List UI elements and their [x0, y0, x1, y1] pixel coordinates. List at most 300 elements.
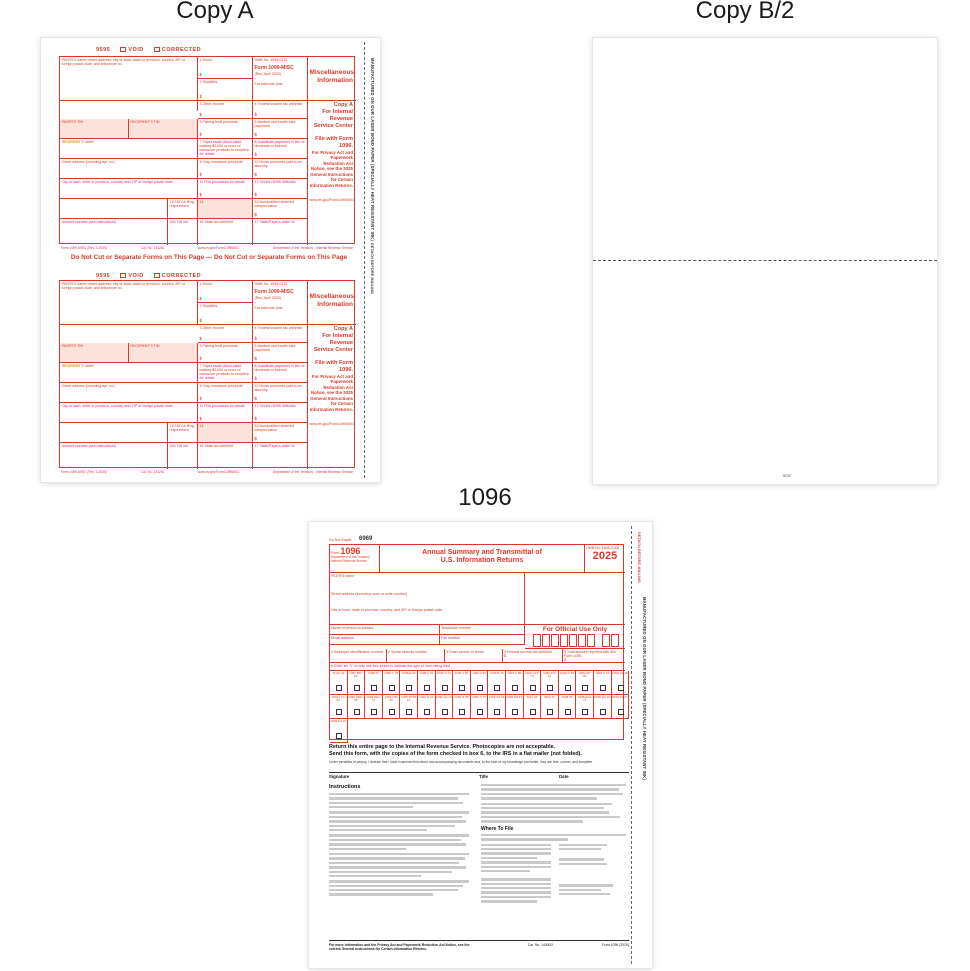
form-type-label: 1098-Q 74 [436, 671, 451, 675]
form-type-checkbox[interactable] [600, 709, 606, 715]
state-tax-box[interactable] [198, 219, 253, 245]
other-income-box[interactable] [198, 325, 253, 343]
street-box[interactable] [60, 383, 198, 403]
form-type-option[interactable] [612, 671, 630, 695]
footer-dept: Department of the Treasury - Internal Revenue Service [272, 470, 353, 474]
form-type-option[interactable] [488, 671, 506, 695]
total-amount-box[interactable] [563, 649, 625, 663]
form-type-checkbox[interactable] [371, 709, 377, 715]
copy-a-side [308, 101, 356, 245]
street-label: Street address (including room or suite number) [331, 592, 408, 597]
form-type-checkbox[interactable] [618, 685, 624, 691]
return-instructions [329, 744, 629, 758]
year-box [585, 545, 625, 573]
state-no-label: 17 State/Payer's state no. [254, 220, 296, 224]
send-text: Send this form, with the copies of the form checked in box 6, to the IRS in a flat mailer (not folded). [329, 751, 582, 758]
dollar-sign: $ [199, 172, 203, 178]
medical-label: 6 Medical and health care payments [254, 120, 296, 129]
form-type-option[interactable] [471, 695, 489, 719]
dollar-sign: $ [254, 152, 258, 158]
tin-not-box[interactable] [168, 219, 198, 245]
type-row-2 [330, 695, 629, 719]
website-label: www.irs.gov/Form1099MISC [309, 422, 356, 427]
form-type-checkbox[interactable] [530, 685, 536, 691]
account-label: Account number (see instructions) [61, 220, 117, 224]
form-type-checkbox[interactable] [600, 685, 606, 691]
state-no-box[interactable] [253, 443, 308, 469]
crop-box[interactable] [198, 159, 253, 179]
type-row-3 [330, 719, 348, 743]
form-type-option[interactable] [612, 695, 630, 719]
form-type-checkbox[interactable] [547, 709, 553, 715]
omb-label: OMB No. 1545-0115 [254, 58, 288, 62]
signature-row[interactable] [329, 772, 629, 779]
blank-box [60, 199, 168, 219]
street-box[interactable] [60, 159, 198, 179]
city-box[interactable] [60, 179, 198, 199]
rev-label: (Rev. April 2025) [254, 71, 281, 76]
fed-tax-label: 4 Federal income tax withheld [504, 650, 552, 654]
form-type-option[interactable] [559, 695, 577, 719]
form-type-option[interactable] [365, 695, 383, 719]
sheet-code: SD07 [783, 474, 792, 478]
form-type-checkbox[interactable] [336, 685, 342, 691]
box14[interactable] [198, 199, 253, 219]
dollar-sign: $ [199, 356, 203, 362]
form-type-checkbox[interactable] [336, 709, 342, 715]
state-tax-label: 16 State tax withheld [199, 444, 233, 448]
date-label: Date [559, 774, 569, 779]
form-header-line [96, 47, 201, 53]
side-text: MANUFACTURED ON OUR LASER BOND PAPER (SPECIALLY HEAT RESISTANT INK) [370, 58, 375, 242]
omb-box [253, 57, 308, 101]
perjury-statement: Under penalties of perjury, I declare that I have examined this return and accompanying documents and, to the best of my knowledge and belief, they are true, correct, and complete. [329, 760, 594, 764]
form-1096-footer [329, 940, 629, 951]
crop-box[interactable] [198, 383, 253, 403]
title-label: Title [479, 774, 488, 779]
form-number: 1096 [340, 546, 361, 556]
form-type-option[interactable] [506, 695, 524, 719]
form-type-option[interactable] [453, 695, 471, 719]
tin-not-label: 2nd TIN not. [169, 444, 190, 448]
instructions-heading: Instructions [329, 784, 361, 790]
cal-year-label: For calendar year [254, 81, 283, 86]
form-type-option[interactable] [436, 671, 454, 695]
website-label: www.irs.gov/Form1099MISC [309, 198, 356, 203]
corrected-label: CORRECTED [161, 273, 202, 279]
form-type-option[interactable] [488, 695, 506, 719]
omb-label: OMB No. 1545-0115 [254, 282, 288, 286]
form-type-label: 5498 28 [561, 695, 573, 699]
corrected-checkbox[interactable] [154, 47, 160, 52]
dollar-sign: $ [199, 94, 203, 100]
fax-box[interactable] [440, 635, 525, 645]
form-type-checkbox[interactable] [494, 685, 500, 691]
form-type-label: 1099-LS 16 [612, 671, 628, 675]
form-type-option[interactable] [594, 671, 612, 695]
dollar-sign: $ [199, 318, 203, 324]
recipient-tin-box[interactable] [129, 343, 198, 363]
ssn-label: 2 Social security number [388, 650, 428, 654]
footer-cat: Cat. No. 14400O [527, 943, 554, 947]
rents-box[interactable] [198, 281, 253, 303]
form-type-label: W-2G 32 [332, 671, 345, 675]
dept-label: Department of the Treasury Internal Revenue Service [331, 555, 370, 564]
city-label: City or town, state or province, country, and ZIP or foreign postal code [61, 180, 173, 184]
form-1096-heading: 1096 [458, 484, 512, 511]
recipient-tin-box[interactable] [129, 119, 198, 139]
form-type-label: 1098-E 84 [401, 671, 416, 675]
filer-name-label: FILER'S name [331, 574, 355, 578]
fish-purchased-box[interactable] [198, 403, 253, 423]
address-block-2 [481, 878, 626, 904]
rev-label: (Rev. April 2025) [254, 295, 281, 300]
form-type-checkbox[interactable] [512, 709, 518, 715]
fed-tax-box[interactable] [253, 325, 308, 343]
form-type-option[interactable] [541, 695, 559, 719]
form-type-option[interactable] [418, 671, 436, 695]
perforation-line [631, 526, 632, 964]
privacy-label: For Privacy Act and Paperwork Reduction Act Notice, see the 2025 General Instructions for Certain Information Returns. [309, 373, 353, 412]
dollar-sign: $ [254, 172, 258, 178]
fatca-box[interactable] [168, 423, 198, 443]
total-forms-box[interactable] [445, 649, 503, 663]
form-type-checkbox[interactable] [565, 685, 571, 691]
footer-form: Form 1096 (2025) [601, 943, 629, 947]
form-type-checkbox[interactable] [354, 685, 360, 691]
total-forms-label: 3 Total number of forms [446, 650, 484, 654]
footer-form: Form 1099-MISC (Rev. 4-2025) [61, 246, 108, 250]
form-header-line [96, 273, 201, 279]
form-type-checkbox[interactable] [389, 709, 395, 715]
fishing-label: 5 Fishing boat proceeds [199, 120, 238, 124]
form-type-option[interactable] [383, 671, 401, 695]
fed-tax-box[interactable] [503, 649, 563, 663]
instructions-column [329, 784, 469, 898]
copy-a-label: Copy A [333, 326, 353, 332]
form-type-checkbox[interactable] [424, 685, 430, 691]
form-type-option[interactable] [594, 695, 612, 719]
form-code: 9595 [96, 47, 111, 53]
gross-attorney-label: 10 Gross proceeds paid to an attorney [254, 160, 302, 169]
form-type-label: 1098 81 [368, 671, 379, 675]
substitute-box[interactable] [253, 363, 308, 383]
medical-box[interactable] [253, 119, 308, 139]
form-type-label: 1099-B 79 [489, 671, 504, 675]
form-type-checkbox[interactable] [459, 709, 465, 715]
dollar-sign: $ [254, 192, 258, 198]
blank-box [60, 423, 168, 443]
form-type-label: 1099-CAP 73 [524, 671, 539, 679]
royalties-box[interactable] [198, 79, 253, 101]
payer-box[interactable] [60, 281, 198, 325]
recipient-name-box[interactable] [60, 363, 198, 383]
side-text: MANUFACTURED ON OUR LASER BOND PAPER (SPECIALLY HEAT RESISTANT INK) [642, 597, 647, 781]
direct-sales-box[interactable] [198, 363, 253, 383]
form-type-option[interactable] [330, 695, 348, 719]
form-type-checkbox[interactable] [477, 709, 483, 715]
section-409a-box[interactable] [253, 179, 308, 199]
payer-tin-box[interactable] [60, 119, 129, 139]
form-type-checkbox[interactable] [371, 685, 377, 691]
ein-label: 1 Employer identification number [331, 650, 384, 654]
footer-info: For more information and the Privacy Act and Paperwork Reduction Act Notice, see the current General Instructions for Certain Information Returns. [329, 943, 470, 951]
rents-box[interactable] [198, 57, 253, 79]
for-irs-label: For Internal Revenue Service Center [313, 332, 353, 353]
form-footer [59, 470, 355, 474]
form-type-label: 1099-C 85 [507, 671, 522, 675]
contact-box[interactable] [330, 625, 440, 635]
other-income-box[interactable] [198, 101, 253, 119]
form-type-label: 1099-LTC 93 [331, 695, 345, 703]
title-line2: U.S. Information Returns [440, 557, 524, 565]
fed-tax-label: 4 Federal income tax withheld [254, 102, 303, 106]
official-char-box [569, 634, 577, 647]
nonqualified-box[interactable] [253, 199, 308, 219]
type-row-1 [330, 671, 629, 695]
void-label: VOID [128, 273, 144, 279]
form-type-option[interactable] [541, 671, 559, 695]
form-type-label: 1099-Q 31 [419, 695, 434, 699]
form-type-option[interactable] [348, 671, 366, 695]
gross-attorney-box[interactable] [253, 383, 308, 403]
royalties-label: 2 Royalties [199, 304, 218, 308]
fishing-box[interactable] [198, 343, 253, 363]
telephone-box[interactable] [440, 625, 525, 635]
return-text: Return this entire page to the Internal Revenue Service. Photocopies are not acceptable. [329, 744, 556, 750]
form-type-checkbox[interactable] [512, 685, 518, 691]
form-title: Miscellaneous Information [308, 57, 356, 101]
dollar-sign: $ [199, 396, 203, 402]
direct-sales-box[interactable] [198, 139, 253, 159]
filer-blank [525, 573, 625, 625]
form-type-label: 3922 26 [543, 695, 555, 699]
total-amount-label: 5 Total amount reported with this Form 1096 [564, 650, 616, 659]
form-type-checkbox[interactable] [442, 709, 448, 715]
form-type-checkbox[interactable] [459, 685, 465, 691]
telephone-label: Telephone number [441, 626, 471, 630]
email-box[interactable] [330, 635, 440, 645]
form-type-label: 3921 25 [526, 695, 538, 699]
form-type-option[interactable] [436, 695, 454, 719]
spacer [60, 101, 198, 111]
tin-not-label: 2nd TIN not. [169, 220, 190, 224]
box14-label: 14 [199, 424, 204, 428]
fatca-box[interactable] [168, 199, 198, 219]
form-type-option[interactable] [330, 719, 348, 743]
rents-label: 1 Rents [199, 58, 212, 62]
omb-box [253, 281, 308, 325]
form-type-checkbox[interactable] [442, 685, 448, 691]
fish-purchased-label: 11 Fish purchased for resale [199, 404, 245, 408]
copy-a-heading: Copy A [176, 0, 254, 24]
section-409a-label: 12 Section 409A deferrals [254, 404, 296, 408]
official-char-box [587, 634, 595, 647]
fish-purchased-box[interactable] [198, 179, 253, 199]
form-type-option[interactable] [330, 671, 348, 695]
state-no-box[interactable] [253, 219, 308, 245]
ein-box[interactable] [330, 649, 387, 663]
form-type-label: 1099-SB 43 [506, 695, 523, 699]
crop-label: 9 Crop insurance proceeds [199, 160, 243, 164]
form-type-label: 1098-C 78 [384, 671, 399, 675]
fax-label: Fax number [441, 636, 461, 640]
dollar-sign: $ [254, 436, 258, 442]
nonqualified-label: 15 Nonqualified deferred compensation [254, 424, 294, 433]
form-type-checkbox[interactable] [424, 709, 430, 715]
other-income-label: 3 Other income [199, 326, 225, 330]
corrected-label: CORRECTED [161, 47, 202, 53]
form-type-option[interactable] [365, 671, 383, 695]
section-409a-box[interactable] [253, 403, 308, 423]
fishing-label: 5 Fishing boat proceeds [199, 344, 238, 348]
form-grid [59, 280, 355, 468]
form-type-label: 1097-BTC 50 [349, 671, 363, 679]
form-type-label: 1099-OID 96 [384, 695, 398, 703]
privacy-label: For Privacy Act and Paperwork Reduction Act Notice, see the 2025 General Instructions for Certain Information Returns. [309, 149, 353, 188]
official-char-box [578, 634, 586, 647]
box14-label: 14 [199, 200, 204, 204]
copy-a-sheet [41, 38, 380, 482]
dollar-sign: $ [199, 416, 203, 422]
form-type-label: 1099-DA 21 [330, 719, 347, 723]
ssn-box[interactable] [387, 649, 445, 663]
form-type-option[interactable] [471, 671, 489, 695]
form-type-option[interactable] [383, 695, 401, 719]
form-type-option[interactable] [576, 671, 594, 695]
dollar-sign: $ [199, 192, 203, 198]
gross-attorney-box[interactable] [253, 159, 308, 179]
form-type-option[interactable] [506, 671, 524, 695]
nonqualified-box[interactable] [253, 423, 308, 443]
dollar-sign: $ [564, 658, 566, 663]
payer-tin-label: PAYER'S TIN [61, 344, 83, 348]
form-name: Form 1099-MISC [254, 65, 294, 72]
direct-sales-label: 7 Payer made direct sales totaling $5,000 or more of consumer products to recipient for resale [199, 140, 249, 157]
form-type-option[interactable] [400, 695, 418, 719]
form-type-checkbox[interactable] [565, 709, 571, 715]
street-label: Street address (including apt. no.) [61, 160, 116, 164]
box6-instruction [330, 663, 625, 671]
copy-a-label: Copy A [333, 102, 353, 108]
form-type-checkbox[interactable] [406, 709, 412, 715]
official-use-boxes [533, 634, 619, 647]
form-type-option[interactable] [524, 695, 542, 719]
footer-website: www.irs.gov/Form1099MISC [197, 470, 240, 474]
form-type-option[interactable] [348, 695, 366, 719]
official-char-box [551, 634, 559, 647]
form-type-option[interactable] [559, 671, 577, 695]
city-box[interactable] [60, 403, 198, 423]
contact-label: Name of person to contact [331, 626, 374, 630]
payer-box[interactable] [60, 57, 198, 101]
address-block-1 [481, 844, 626, 875]
copy-b2-sheet [593, 38, 937, 484]
direct-sales-label: 7 Payer made direct sales totaling $5,000 or more of consumer products to recipient for resale [199, 364, 249, 381]
form-type-checkbox[interactable] [547, 685, 553, 691]
payer-label: PAYER'S name, street address, city or town, state or province, country, ZIP or foreign postal code, and telephone no. [61, 58, 185, 67]
dollar-sign: $ [254, 396, 258, 402]
form-type-checkbox[interactable] [582, 685, 588, 691]
for-irs-label: For Internal Revenue Service Center [313, 108, 353, 129]
royalties-label: 2 Royalties [199, 80, 218, 84]
corrected-checkbox[interactable] [154, 273, 160, 278]
payer-label: PAYER'S name, street address, city or town, state or province, country, ZIP or foreign postal code, and telephone no. [61, 282, 185, 291]
recipient-name-label: RECIPIENT'S name [61, 140, 94, 144]
account-box[interactable] [60, 219, 168, 245]
form-type-checkbox[interactable] [406, 685, 412, 691]
official-char-box [611, 634, 619, 647]
box14[interactable] [198, 423, 253, 443]
form-type-checkbox[interactable] [618, 709, 624, 715]
form-type-label: 1099-K 10 [595, 671, 610, 675]
filer-box[interactable] [330, 573, 525, 625]
form-code: 6969 [359, 536, 373, 542]
fatca-label: 13 FATCA filing requirement [169, 424, 195, 433]
fed-tax-box[interactable] [253, 101, 308, 119]
state-no-label: 17 State/Payer's state no. [254, 444, 296, 448]
recipient-name-box[interactable] [60, 139, 198, 159]
dollar-sign: $ [199, 336, 203, 342]
dollar-sign: $ [254, 376, 258, 382]
dollar-sign: $ [504, 654, 506, 659]
form-type-checkbox[interactable] [530, 709, 536, 715]
form-type-label: 5498-ESA 72 [577, 695, 592, 703]
form-type-option[interactable] [576, 695, 594, 719]
substitute-box[interactable] [253, 139, 308, 159]
form-type-checkbox[interactable] [582, 709, 588, 715]
form-type-checkbox[interactable] [389, 685, 395, 691]
form-type-option[interactable] [400, 671, 418, 695]
state-tax-box[interactable] [198, 443, 253, 469]
dollar-sign: $ [254, 132, 258, 138]
fishing-box[interactable] [198, 119, 253, 139]
form-type-checkbox[interactable] [336, 733, 342, 739]
do-not-staple: Do Not Staple [329, 538, 352, 542]
void-label: VOID [128, 47, 144, 53]
other-income-label: 3 Other income [199, 102, 225, 106]
medical-box[interactable] [253, 343, 308, 363]
footer-dept: Department of the Treasury - Internal Revenue Service [272, 246, 353, 250]
royalties-box[interactable] [198, 303, 253, 325]
tin-not-box[interactable] [168, 443, 198, 469]
official-char-box [542, 634, 550, 647]
form-type-checkbox[interactable] [494, 709, 500, 715]
official-use-box [525, 625, 625, 649]
form-type-label: 1099-S 75 [472, 695, 486, 699]
payer-tin-box[interactable] [60, 343, 129, 363]
dollar-sign: $ [254, 356, 258, 362]
form-type-label: 5498-QA 2A [594, 695, 611, 699]
dollar-sign: $ [199, 112, 203, 118]
form-type-label: 1099-QA 1A [435, 695, 453, 699]
form-type-option[interactable] [524, 671, 542, 695]
form-type-label: 1098-T 83 [454, 671, 469, 675]
account-box[interactable] [60, 443, 168, 469]
official-char-box [602, 634, 610, 647]
form-type-option[interactable] [418, 695, 436, 719]
title-box [380, 545, 585, 573]
form-type-option[interactable] [453, 671, 471, 695]
crop-label: 9 Crop insurance proceeds [199, 384, 243, 388]
substitute-label: 8 Substitute payments in lieu of dividends or interest [254, 364, 305, 373]
form-type-checkbox[interactable] [354, 709, 360, 715]
street-label: Street address (including apt. no.) [61, 384, 116, 388]
section-409a-label: 12 Section 409A deferrals [254, 180, 296, 184]
void-checkbox[interactable] [120, 47, 126, 52]
form-type-checkbox[interactable] [477, 685, 483, 691]
void-checkbox[interactable] [120, 273, 126, 278]
